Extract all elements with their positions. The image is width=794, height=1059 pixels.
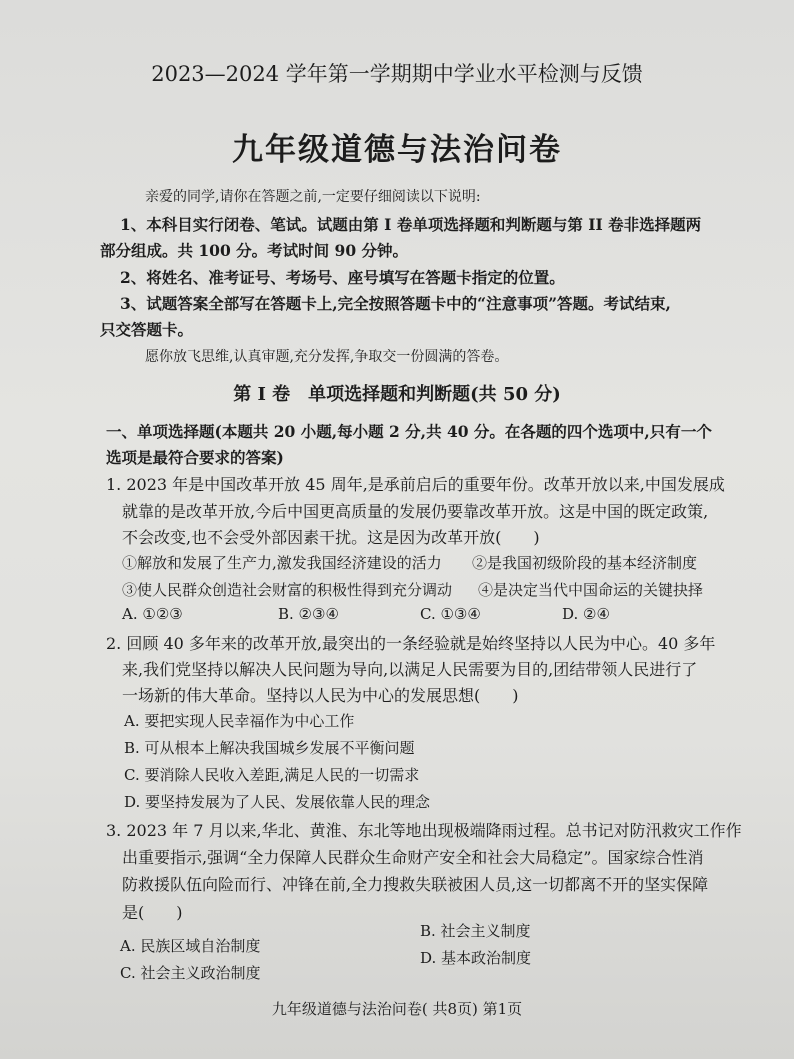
part-heading-line-2: 选项是最符合要求的答案) bbox=[106, 448, 284, 467]
q1-option-c: C. ①③④ bbox=[420, 605, 481, 623]
q3-stem-line-1: 3. 2023 年 7 月以来,华北、黄淮、东北等地出现极端降雨过程。总书记对防汛救灾工作作 bbox=[106, 821, 742, 840]
q1-option-a: A. ①②③ bbox=[122, 605, 183, 623]
intro-item-3-line-2: 只交答题卡。 bbox=[100, 320, 194, 339]
page-title: 九年级道德与法治问卷 bbox=[232, 132, 562, 168]
q2-option-d: D. 要坚持发展为了人民、发展依靠人民的理念 bbox=[124, 793, 431, 811]
q2-option-c: C. 要消除人民收入差距,满足人民的一切需求 bbox=[124, 766, 420, 784]
intro-greeting: 亲爱的同学,请你在答题之前,一定要仔细阅读以下说明: bbox=[145, 189, 481, 205]
intro-item-3-line-1: 3、试题答案全部写在答题卡上,完全按照答题卡中的“注意事项”答题。考试结束, bbox=[120, 294, 671, 313]
q3-option-c: C. 社会主义政治制度 bbox=[120, 964, 261, 982]
q1-option-b: B. ②③④ bbox=[278, 605, 339, 623]
q1-stem-line-3: 不会改变,也不会受外部因素干扰。这是因为改革开放( ) bbox=[122, 528, 540, 547]
q2-stem-line-3: 一场新的伟大革命。坚持以人民为中心的发展思想( ) bbox=[122, 686, 519, 705]
q2-stem-line-1: 2. 回顾 40 多年来的改革开放,最突出的一条经验就是始终坚持以人民为中心。40 多年 bbox=[106, 634, 716, 653]
q1-stem-line-2: 就靠的是改革开放,今后中国更高质量的发展仍要靠改革开放。这是中国的既定政策, bbox=[122, 502, 709, 521]
section-1-title: 第 I 卷 单项选择题和判断题(共 50 分) bbox=[233, 384, 561, 405]
q1-statement-4: ④是决定当代中国命运的关键抉择 bbox=[478, 581, 704, 599]
q2-option-b: B. 可从根本上解决我国城乡发展不平衡问题 bbox=[124, 739, 415, 757]
q3-option-b: B. 社会主义制度 bbox=[420, 922, 531, 940]
q1-statement-1: ①解放和发展了生产力,激发我国经济建设的活力 bbox=[122, 554, 442, 572]
intro-wish: 愿你放飞思维,认真审题,充分发挥,争取交一份圆满的答卷。 bbox=[145, 349, 509, 365]
q3-stem-line-4: 是( ) bbox=[122, 903, 183, 922]
q1-statement-3: ③使人民群众创造社会财富的积极性得到充分调动 bbox=[122, 581, 453, 599]
intro-item-1-line-1: 1、本科目实行闭卷、笔试。试题由第 I 卷单项选择题和判断题与第 II 卷非选择题两 bbox=[120, 215, 702, 234]
q3-stem-line-3: 防救援队伍向险而行、冲锋在前,全力搜救失联被困人员,这一切都离不开的坚实保障 bbox=[122, 875, 709, 894]
q1-option-d: D. ②④ bbox=[562, 605, 610, 623]
page-footer: 九年级道德与法治问卷( 共8页) 第1页 bbox=[271, 1000, 523, 1018]
q3-option-d: D. 基本政治制度 bbox=[420, 949, 532, 967]
intro-item-2: 2、将姓名、准考证号、考场号、座号填写在答题卡指定的位置。 bbox=[120, 268, 565, 287]
q1-statement-2: ②是我国初级阶段的基本经济制度 bbox=[472, 554, 698, 572]
q2-stem-line-2: 来,我们党坚持以解决人民问题为导向,以满足人民需要为目的,团结带领人民进行了 bbox=[122, 660, 698, 679]
q3-stem-line-2: 出重要指示,强调“全力保障人民群众生命财产安全和社会大局稳定”。国家综合性消 bbox=[122, 848, 704, 867]
part-heading-line-1: 一、单项选择题(本题共 20 小题,每小题 2 分,共 40 分。在各题的四个选项中,只有一个 bbox=[106, 422, 712, 441]
q3-option-a: A. 民族区域自治制度 bbox=[120, 937, 261, 955]
q1-stem-line-1: 1. 2023 年是中国改革开放 45 周年,是承前启后的重要年份。改革开放以来,中国发展成 bbox=[106, 475, 725, 494]
q2-option-a: A. 要把实现人民幸福作为中心工作 bbox=[124, 712, 355, 730]
intro-item-1-line-2: 部分组成。共 100 分。考试时间 90 分钟。 bbox=[100, 241, 409, 260]
exam-header: 2023—2024 学年第一学期期中学业水平检测与反馈 bbox=[151, 62, 643, 86]
